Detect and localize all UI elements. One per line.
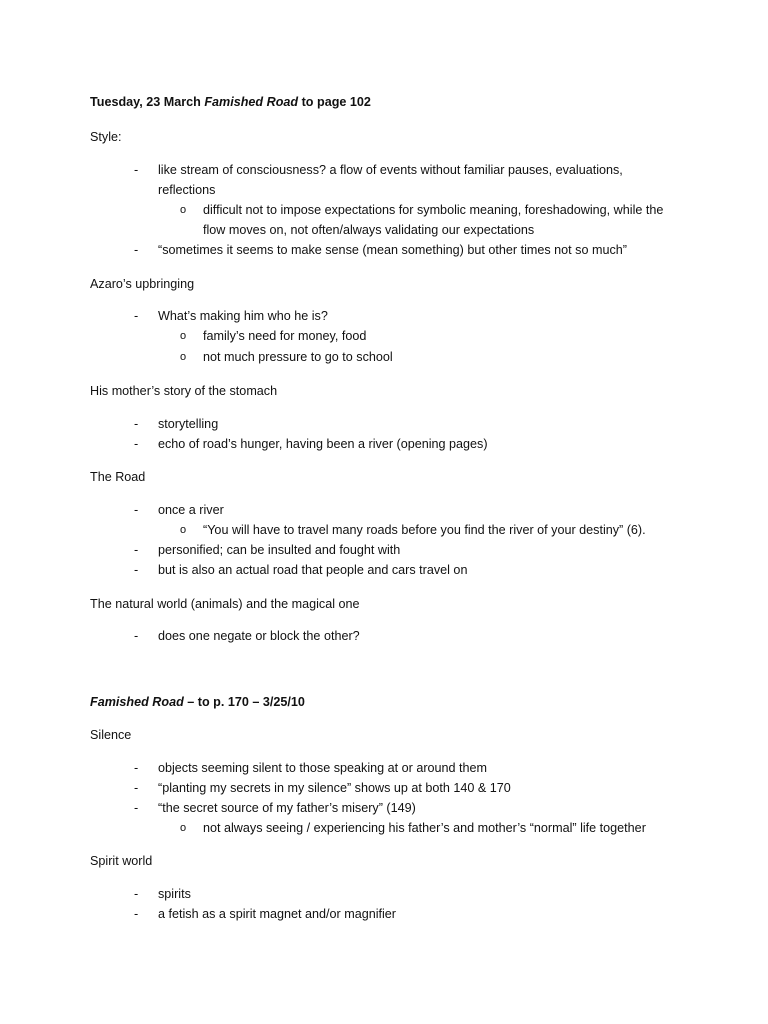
bullet-dash: - xyxy=(134,437,139,451)
road-heading: The Road xyxy=(90,470,146,484)
silence-sub1: not always seeing / experiencing his father’s and mother’s “normal” life together xyxy=(203,821,646,835)
entry1-range: to page 102 xyxy=(301,95,371,109)
style-sub1-line2: flow moves on, not often/always validating our expectations xyxy=(203,223,535,237)
sub-bullet: o xyxy=(180,330,187,342)
bullet-dash: - xyxy=(134,781,139,795)
road-item1: once a river xyxy=(158,503,224,517)
style-heading: Style: xyxy=(90,130,122,144)
stomach-heading: His mother’s story of the stomach xyxy=(90,384,278,398)
upbringing-sub2: not much pressure to go to school xyxy=(203,350,393,364)
road-item3: but is also an actual road that people and cars travel on xyxy=(158,563,468,577)
upbringing-item1: What’s making him who he is? xyxy=(158,309,328,323)
sub-bullet: o xyxy=(180,524,187,536)
upbringing-heading: Azaro’s upbringing xyxy=(90,277,195,291)
bullet-dash: - xyxy=(134,503,139,517)
spirit-item1: spirits xyxy=(158,887,191,901)
spirit-item2: a fetish as a spirit magnet and/or magnifier xyxy=(158,907,397,921)
entry1-title xyxy=(90,94,371,110)
entry1-date: Tuesday, 23 March xyxy=(90,95,201,109)
sub-bullet: o xyxy=(180,351,187,363)
spirit-heading: Spirit world xyxy=(90,854,153,868)
bullet-dash: - xyxy=(134,417,139,431)
sub-bullet: o xyxy=(180,822,187,834)
upbringing-sub1: family’s need for money, food xyxy=(203,329,367,343)
bullet-dash: - xyxy=(134,243,139,257)
bullet-dash: - xyxy=(134,629,139,643)
natural-heading: The natural world (animals) and the magical one xyxy=(90,597,360,611)
silence-item3: “the secret source of my father’s misery” (149) xyxy=(158,801,416,815)
style-sub1-line1: difficult not to impose expectations for symbolic meaning, foreshadowing, while the xyxy=(203,203,664,217)
bullet-dash: - xyxy=(134,887,139,901)
style-item2: “sometimes it seems to make sense (mean something) but other times not so much” xyxy=(158,243,627,257)
bullet-dash: - xyxy=(134,309,139,323)
sub-bullet: o xyxy=(180,204,187,216)
stomach-item1: storytelling xyxy=(158,417,219,431)
silence-item1: objects seeming silent to those speaking at or around them xyxy=(158,761,488,775)
bullet-dash: - xyxy=(134,907,139,921)
silence-heading: Silence xyxy=(90,728,132,742)
natural-item1: does one negate or block the other? xyxy=(158,629,360,643)
style-item1-line2: reflections xyxy=(158,183,216,197)
bullet-dash: - xyxy=(134,761,139,775)
stomach-item2: echo of road’s hunger, having been a river (opening pages) xyxy=(158,437,488,451)
entry2-rest: – to p. 170 – 3/25/10 xyxy=(187,695,305,709)
entry1-book-title: Famished Road xyxy=(204,95,299,109)
style-item1-line1: like stream of consciousness? a flow of events without familiar pauses, evaluations, xyxy=(158,163,623,177)
road-sub1: “You will have to travel many roads before you find the river of your destiny” (6). xyxy=(203,523,646,537)
bullet-dash: - xyxy=(134,163,139,177)
entry2-book-title: Famished Road xyxy=(90,695,184,709)
bullet-dash: - xyxy=(134,543,139,557)
silence-item2: “planting my secrets in my silence” shows up at both 140 & 170 xyxy=(158,781,511,795)
entry2-title xyxy=(90,694,305,710)
bullet-dash: - xyxy=(134,801,139,815)
road-item2: personified; can be insulted and fought with xyxy=(158,543,401,557)
bullet-dash: - xyxy=(134,563,139,577)
